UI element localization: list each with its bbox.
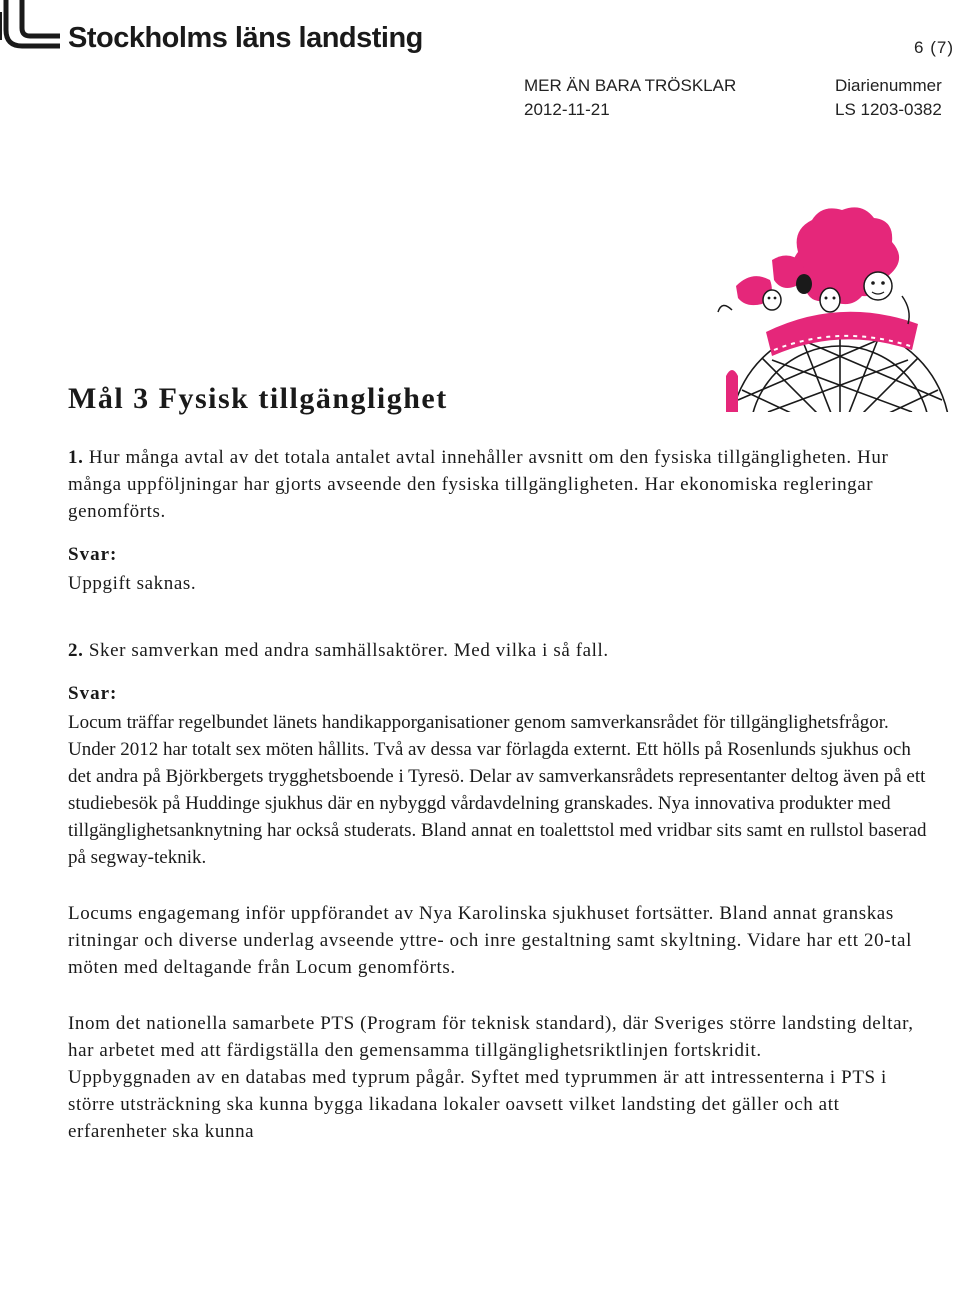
doc-meta-left — [524, 74, 736, 122]
document-body — [68, 382, 928, 1145]
question-2 — [68, 637, 928, 664]
ferris-wheel-illustration — [712, 200, 952, 412]
question-1-text: Hur många avtal av det totala antalet avtal innehåller avsnitt om den fysiska tillgängligheten. Hur många uppföljningar har gjorts avseende den fysiska tillgängligheten. Har ekonomiska regleringar genomförts. — [68, 447, 889, 522]
section-title: Mål 3 Fysisk tillgänglighet — [68, 382, 448, 415]
paragraph-pts: Inom det nationella samarbete PTS (Program för teknisk standard), där Sveriges större landsting deltar, har arbetet med att färdigställa den gemensamma tillgänglighetsriktlinjen fortskridit. — [68, 1013, 914, 1061]
page-number: 6 (7) — [914, 38, 954, 57]
answer-1-label: Svar: — [68, 544, 118, 565]
org-name: Stockholms läns landsting — [68, 22, 423, 54]
answer-2: Locum träffar regelbundet länets handikapporganisationer genom samverkansrådet för tillgänglighetsfrågor. Under 2012 har totalt sex möten hållits. Två av dessa var förlagda externt. Ett hölls på Rosenlunds sjukhus och det andra på Björkbergets trygghetsboende i Tyresö. Delar av samverkansrådets representanter deltog även på ett studiebesök på Huddinge sjukhus där en nybyggd vårdavdelning granskades. Nya innovativa produkter med tillgänglighetsanknytning har också studerats. Bland annat en toalettstol med vridbar sits samt en rullstol baserad på segway-teknik. — [68, 712, 927, 868]
question-1-number: 1. — [68, 447, 84, 468]
doc-title: MER ÄN BARA TRÖSKLAR — [524, 76, 737, 95]
answer-2-label: Svar: — [68, 683, 118, 704]
diary-number: LS 1203-0382 — [835, 100, 942, 119]
doc-date: 2012-11-21 — [524, 100, 610, 119]
paragraph-nya-karolinska: Locums engagemang inför uppförandet av Nya Karolinska sjukhuset fortsätter. Bland annat granskas ritningar och diverse underlag avseende yttre- och inre gestaltning samt skyltning. Vidare har ett 20-tal möten med deltagande från Locum genomförts. — [68, 903, 912, 978]
question-1 — [68, 444, 928, 525]
question-2-number: 2. — [68, 640, 84, 661]
paragraph-typrum: Uppbyggnaden av en databas med typrum pågår. Syftet med typrummen är att intressenterna i PTS i större utsträckning ska kunna bygga likadana lokaler oavsett vilket landsting det gäller och att erfarenheter ska kunna — [68, 1067, 887, 1142]
sll-logo-mark-icon — [0, 0, 60, 52]
answer-1: Uppgift saknas. — [68, 573, 197, 594]
diary-label: Diarienummer — [835, 76, 942, 95]
question-2-text: Sker samverkan med andra samhällsaktörer. Med vilka i så fall. — [88, 640, 609, 661]
doc-meta-right — [835, 74, 942, 122]
